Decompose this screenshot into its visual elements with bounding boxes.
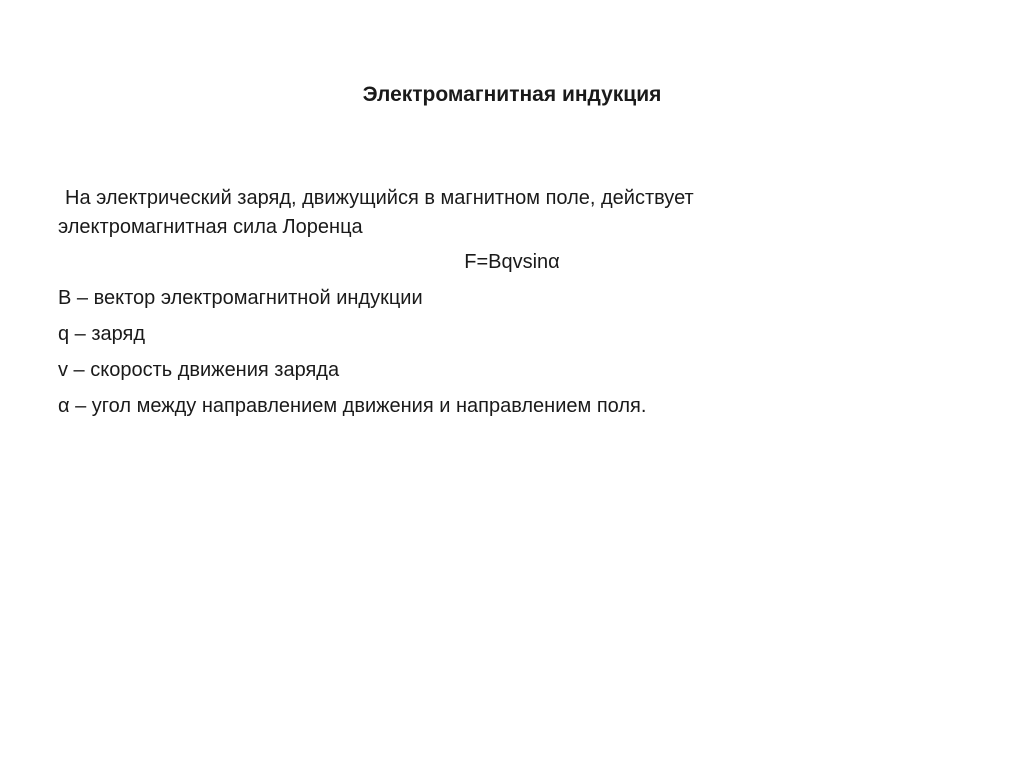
definition-q: q – заряд [58, 323, 146, 345]
definition-b: B – вектор электромагнитной индукции [58, 287, 423, 309]
definition-alpha: α – угол между направлением движения и направлением поля. [58, 395, 647, 417]
lorentz-formula: F=Bqvsinα [464, 251, 560, 273]
slide-title: Электромагнитная индукция [362, 83, 662, 106]
slide-body [58, 184, 838, 421]
definition-v: v – скорость движения заряда [58, 359, 340, 381]
intro-text: На электрический заряд, движущийся в магнитном поле, действует электромагнитная сила Лоренца [58, 187, 694, 238]
